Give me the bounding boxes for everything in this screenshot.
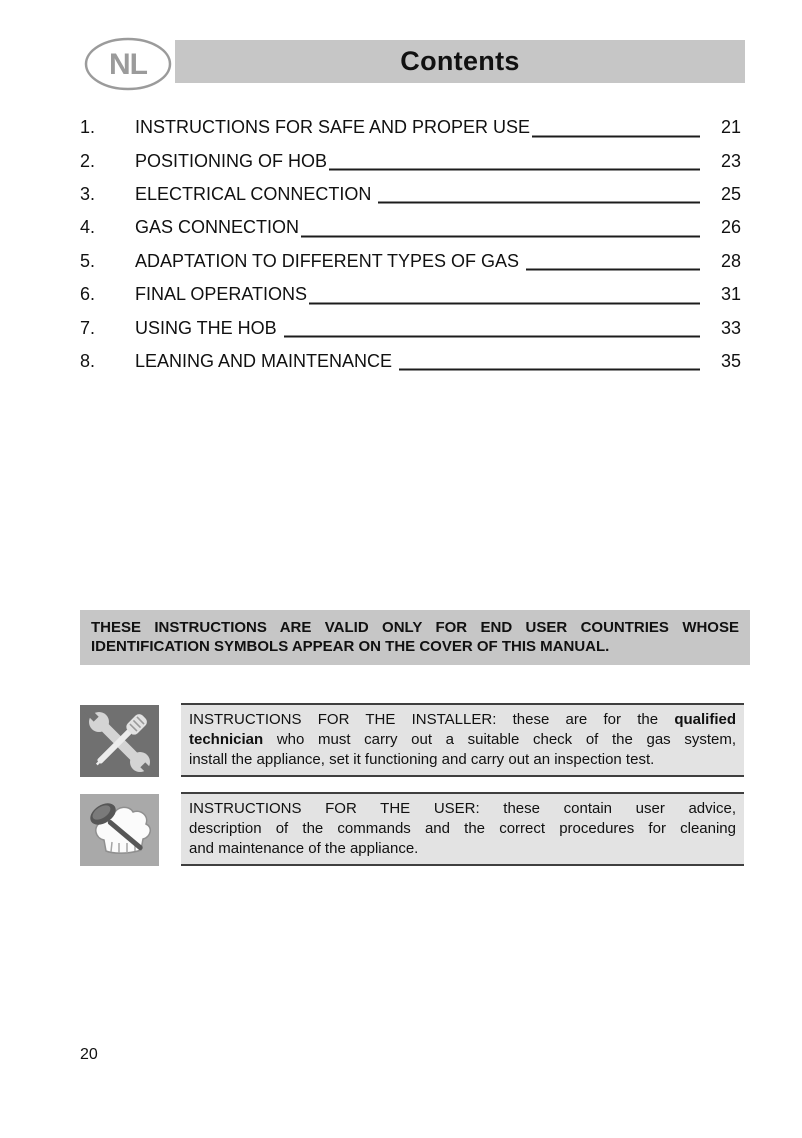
toc-leader-line	[309, 302, 700, 304]
user-text-line: and maintenance of the appliance.	[189, 840, 419, 857]
toc-leader-line	[399, 369, 700, 371]
installer-instructions-text	[181, 703, 744, 777]
page-number-footer: 20	[80, 1046, 98, 1063]
toc-page-number: 31	[720, 284, 741, 305]
chef-hat-spoon-icon	[80, 794, 159, 866]
toc-item-number: 1.	[80, 117, 96, 138]
toc-leader-line	[378, 202, 700, 204]
toc-item-number: 7.	[80, 317, 96, 338]
toc-leader-line	[532, 135, 700, 137]
toc-page-number: 33	[720, 317, 741, 338]
table-of-contents	[80, 111, 741, 378]
nl-logo-text: NL	[109, 48, 147, 81]
installer-text-segment: INSTRUCTIONS FOR THE INSTALLER: these are for the	[189, 711, 659, 728]
toc-row	[80, 345, 741, 378]
toc-page-number: 25	[720, 183, 741, 204]
toc-page-number: 28	[720, 250, 741, 271]
user-text-line: INSTRUCTIONS FOR THE USER: these contain user advice,	[189, 800, 736, 817]
installer-bold-segment: technician	[189, 731, 264, 748]
toc-item-number: 8.	[80, 350, 96, 371]
toc-row	[80, 144, 741, 177]
toc-leader-line	[301, 235, 700, 237]
notice-line: THESE INSTRUCTIONS ARE VALID ONLY FOR END USER COUNTRIES WHOSE	[91, 619, 739, 636]
installer-instructions-section	[80, 703, 744, 777]
nl-country-logo	[83, 36, 173, 92]
toc-row	[80, 245, 741, 278]
toc-page-number: 21	[720, 117, 741, 138]
installer-bold-segment: qualified	[674, 711, 736, 728]
toc-item-title: POSITIONING OF HOB	[135, 150, 328, 171]
installer-text-line	[189, 730, 736, 750]
toc-item-title: ELECTRICAL CONNECTION	[135, 183, 377, 204]
toc-item-title: FINAL OPERATIONS	[135, 284, 308, 305]
user-text-line: description of the commands and the correct procedures for cleaning	[189, 820, 736, 837]
tools-icon	[80, 705, 159, 777]
country-validity-notice	[80, 610, 750, 665]
toc-item-number: 6.	[80, 284, 96, 305]
toc-leader-line	[526, 269, 700, 271]
toc-row	[80, 311, 741, 344]
toc-row	[80, 278, 741, 311]
toc-item-title: GAS CONNECTION	[135, 217, 300, 238]
toc-item-number: 3.	[80, 183, 96, 204]
installer-text-segment: who must carry out a suitable check of the gas system,	[276, 731, 736, 748]
toc-item-title: INSTRUCTIONS FOR SAFE AND PROPER USE	[135, 117, 531, 138]
installer-text-line	[189, 710, 736, 730]
toc-row	[80, 211, 741, 244]
installer-text-line: install the appliance, set it functioning and carry out an inspection test.	[189, 751, 655, 768]
toc-item-number: 4.	[80, 217, 96, 238]
toc-row	[80, 111, 741, 144]
toc-leader-line	[329, 169, 700, 171]
toc-page-number: 26	[720, 217, 741, 238]
toc-row	[80, 178, 741, 211]
toc-item-title: LEANING AND MAINTENANCE	[135, 350, 398, 371]
toc-item-number: 5.	[80, 250, 96, 271]
user-instructions-section	[80, 792, 744, 866]
notice-line: IDENTIFICATION SYMBOLS APPEAR ON THE COVER OF THIS MANUAL.	[91, 638, 610, 655]
toc-page-number: 23	[720, 150, 741, 171]
toc-item-number: 2.	[80, 150, 96, 171]
page-title: Contents	[400, 46, 520, 76]
user-instructions-text	[181, 792, 744, 866]
toc-page-number: 35	[720, 350, 741, 371]
toc-item-title: ADAPTATION TO DIFFERENT TYPES OF GAS	[135, 250, 525, 271]
toc-item-title: USING THE HOB	[135, 317, 282, 338]
nl-oval-icon	[83, 36, 173, 92]
contents-title-bar	[175, 40, 745, 83]
toc-leader-line	[284, 336, 700, 338]
